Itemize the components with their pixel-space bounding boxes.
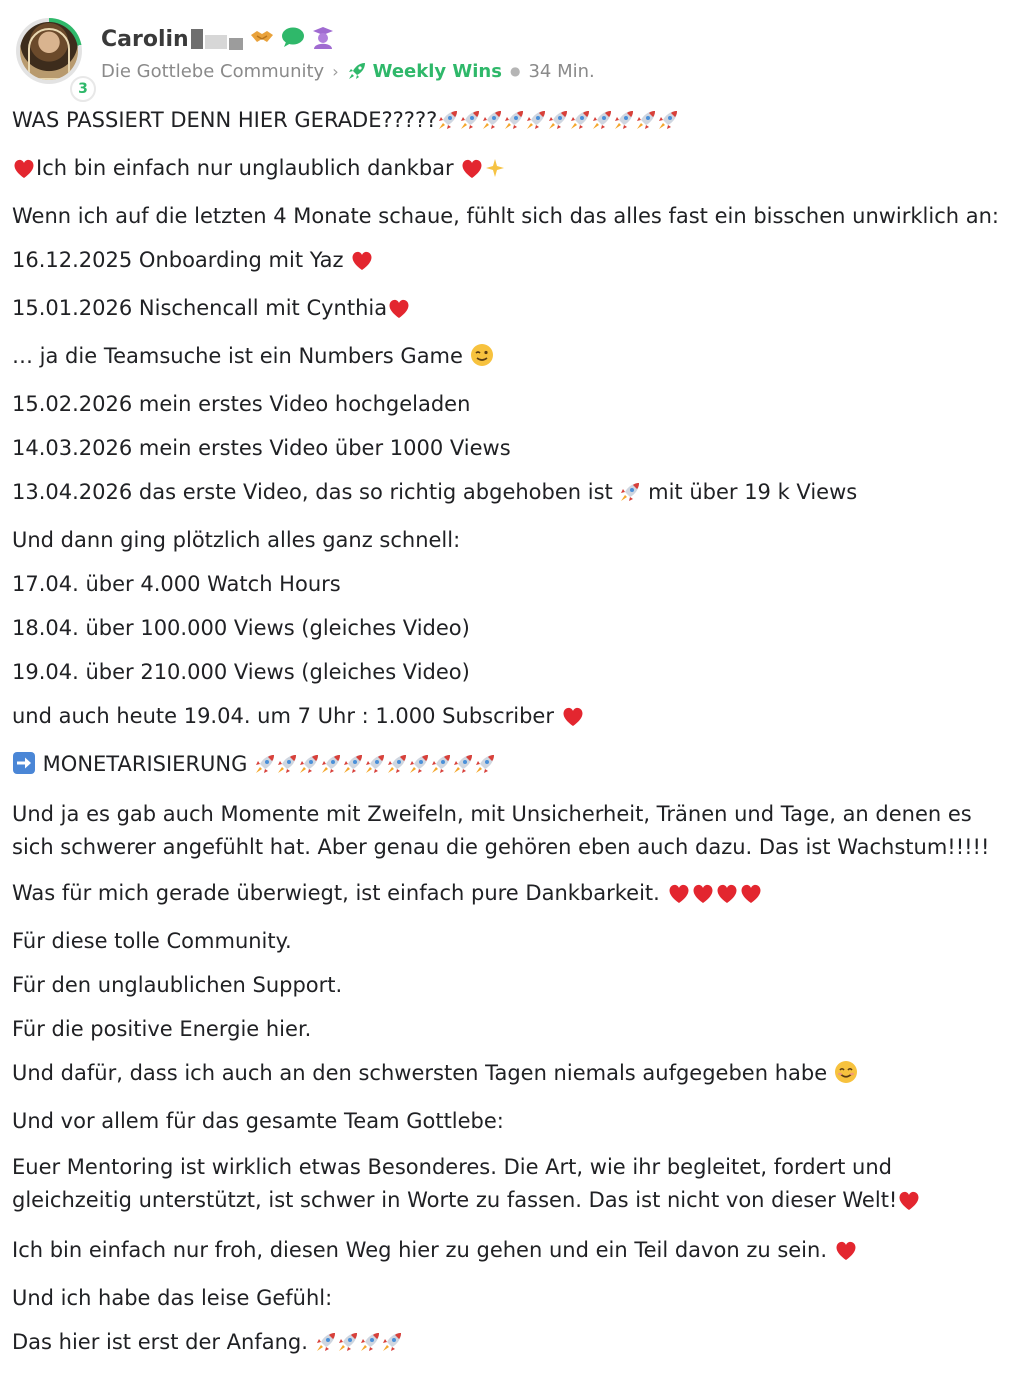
- community-link[interactable]: Die Gottlebe Community: [101, 60, 325, 82]
- post-paragraph: [12, 1107, 1012, 1136]
- rocket-icon: [481, 109, 503, 139]
- post-paragraph: [12, 971, 1012, 1000]
- paragraph-text: Wenn ich auf die letzten 4 Monate schaue, fühlt sich das alles fast ein bisschen unwirklich an:: [12, 204, 1000, 228]
- category-label: Weekly Wins: [372, 60, 502, 82]
- paragraph-text: 14.03.2026 mein erstes Video über 1000 Views: [12, 436, 511, 460]
- separator-dot: ●: [509, 64, 521, 78]
- rocket-icon: [320, 753, 342, 783]
- rocket-icon: [459, 109, 481, 139]
- rocket-icon: [437, 109, 459, 139]
- rocket-icon: [315, 1331, 337, 1361]
- post-body: [12, 106, 1012, 1376]
- paragraph-text: Und vor allem für das gesamte Team Gottlebe:: [12, 1109, 504, 1133]
- paragraph-text: Für die positive Energie hier.: [12, 1017, 312, 1041]
- heart-icon: [667, 882, 691, 912]
- rocket-icon: [452, 753, 474, 783]
- rocket-icon: [635, 109, 657, 139]
- heart-icon: [715, 882, 739, 912]
- rocket-icon: [503, 109, 525, 139]
- paragraph-text: Für diese tolle Community.: [12, 929, 292, 953]
- post-paragraph: [12, 879, 1012, 912]
- rocket-icon: [408, 753, 430, 783]
- winking-face-icon: [470, 343, 494, 375]
- post-paragraph: [12, 658, 1012, 687]
- rocket-icon: [337, 1331, 359, 1361]
- redaction-block: [205, 35, 227, 49]
- post-header: [0, 0, 1024, 100]
- paragraph-text: und auch heute 19.04. um 7 Uhr : 1.000 Subscriber: [12, 704, 561, 728]
- paragraph-text: Ich bin einfach nur unglaublich dankbar: [36, 156, 461, 180]
- post-paragraph: [12, 614, 1012, 643]
- handshake-icon: [249, 27, 275, 51]
- post-paragraph: [12, 1151, 1012, 1221]
- post-paragraph: [12, 478, 1012, 511]
- sparkle-icon: [484, 157, 506, 187]
- rocket-icon: [359, 1331, 381, 1361]
- speech-bubble-icon: [281, 26, 305, 52]
- heart-icon: [897, 1188, 921, 1221]
- post-paragraph: [12, 106, 1012, 139]
- heart-icon: [387, 297, 411, 327]
- heart-icon: [691, 882, 715, 912]
- rocket-icon: [619, 481, 641, 511]
- paragraph-text: Für den unglaublichen Support.: [12, 973, 343, 997]
- post-paragraph: [12, 798, 1012, 864]
- rocket-icon: [381, 1331, 403, 1361]
- category-link[interactable]: [347, 61, 502, 82]
- rocket-icon: [547, 109, 569, 139]
- avatar-image: [20, 22, 78, 80]
- post-paragraph: [12, 1236, 1012, 1269]
- paragraph-text: … ja die Teamsuche ist ein Numbers Game: [12, 344, 470, 368]
- avatar[interactable]: [16, 18, 88, 97]
- post-paragraph: [12, 434, 1012, 463]
- post-meta: [101, 58, 595, 84]
- heart-icon: [834, 1239, 858, 1269]
- post-paragraph: [12, 342, 1012, 375]
- rocket-icon: [657, 109, 679, 139]
- rocket-icon: [430, 753, 452, 783]
- post-paragraph: [12, 570, 1012, 599]
- post-paragraph: [12, 702, 1012, 735]
- rocket-icon: [569, 109, 591, 139]
- paragraph-text: 15.01.2026 Nischencall mit Cynthia: [12, 296, 388, 320]
- rocket-icon: [613, 109, 635, 139]
- paragraph-text: Das hier ist erst der Anfang.: [12, 1330, 315, 1354]
- paragraph-text: Und ich habe das leise Gefühl:: [12, 1286, 333, 1310]
- paragraph-text: Euer Mentoring ist wirklich etwas Besonderes. Die Art, wie ihr begleitet, fordert und gleichzeitig unterstützt, ist schwer in Worte zu fassen. Das ist nicht von dieser Welt!: [12, 1155, 898, 1212]
- paragraph-text: Und dafür, dass ich auch an den schwersten Tagen niemals aufgegeben habe: [12, 1061, 834, 1085]
- paragraph-text: Und dann ging plötzlich alles ganz schnell:: [12, 528, 461, 552]
- post-paragraph: [12, 154, 1012, 187]
- chevron-right-icon: ›: [332, 61, 339, 81]
- post-paragraph: [12, 294, 1012, 327]
- heart-icon: [12, 157, 36, 187]
- rocket-icon: [525, 109, 547, 139]
- rocket-icon: [347, 61, 367, 81]
- author-name[interactable]: Carolin: [101, 26, 189, 52]
- paragraph-text: 13.04.2026 das erste Video, das so richtig abgehoben ist: [12, 480, 620, 504]
- paragraph-text: Und ja es gab auch Momente mit Zweifeln, mit Unsicherheit, Tränen und Tage, an denen es sich schwerer angefühlt hat. Aber genau die gehören eben auch dazu. Das ist Wachstum!!!!!: [12, 802, 990, 859]
- post-paragraph: [12, 927, 1012, 956]
- post-paragraph: [12, 1284, 1012, 1313]
- post-paragraph: [12, 1015, 1012, 1044]
- post-paragraph: [12, 202, 1012, 231]
- post-paragraph: [12, 1059, 1012, 1092]
- arrow-right-icon: [12, 751, 36, 783]
- rocket-icon: [342, 753, 364, 783]
- paragraph-text: Ich bin einfach nur froh, diesen Weg hier zu gehen und ein Teil davon zu sein.: [12, 1238, 834, 1262]
- paragraph-text: mit über 19 k Views: [641, 480, 858, 504]
- redaction-block: [191, 29, 203, 49]
- paragraph-text: WAS PASSIERT DENN HIER GERADE?????: [12, 108, 438, 132]
- post-paragraph: [12, 526, 1012, 555]
- graduate-icon: [311, 25, 335, 53]
- rocket-icon: [474, 753, 496, 783]
- redaction-block: [229, 38, 243, 50]
- post-paragraph: [12, 390, 1012, 419]
- post-time: 34 Min.: [528, 60, 595, 82]
- heart-icon: [739, 882, 763, 912]
- paragraph-text: 18.04. über 100.000 Views (gleiches Video): [12, 616, 470, 640]
- author-row: [101, 24, 335, 54]
- smiling-face-icon: [834, 1060, 858, 1092]
- post-paragraph: [12, 750, 1012, 783]
- rocket-icon: [298, 753, 320, 783]
- rocket-icon: [364, 753, 386, 783]
- level-badge: 3: [70, 76, 96, 102]
- post-paragraph: [12, 1328, 1012, 1361]
- rocket-icon: [591, 109, 613, 139]
- heart-icon: [350, 249, 374, 279]
- paragraph-text: MONETARISIERUNG: [36, 752, 255, 776]
- heart-icon: [561, 705, 585, 735]
- rocket-icon: [386, 753, 408, 783]
- paragraph-text: 16.12.2025 Onboarding mit Yaz: [12, 248, 351, 272]
- paragraph-text: 17.04. über 4.000 Watch Hours: [12, 572, 341, 596]
- heart-icon: [460, 157, 484, 187]
- paragraph-text: 19.04. über 210.000 Views (gleiches Video): [12, 660, 470, 684]
- rocket-icon: [276, 753, 298, 783]
- paragraph-text: 15.02.2026 mein erstes Video hochgeladen: [12, 392, 471, 416]
- post-paragraph: [12, 246, 1012, 279]
- rocket-icon: [254, 753, 276, 783]
- paragraph-text: Was für mich gerade überwiegt, ist einfach pure Dankbarkeit.: [12, 881, 667, 905]
